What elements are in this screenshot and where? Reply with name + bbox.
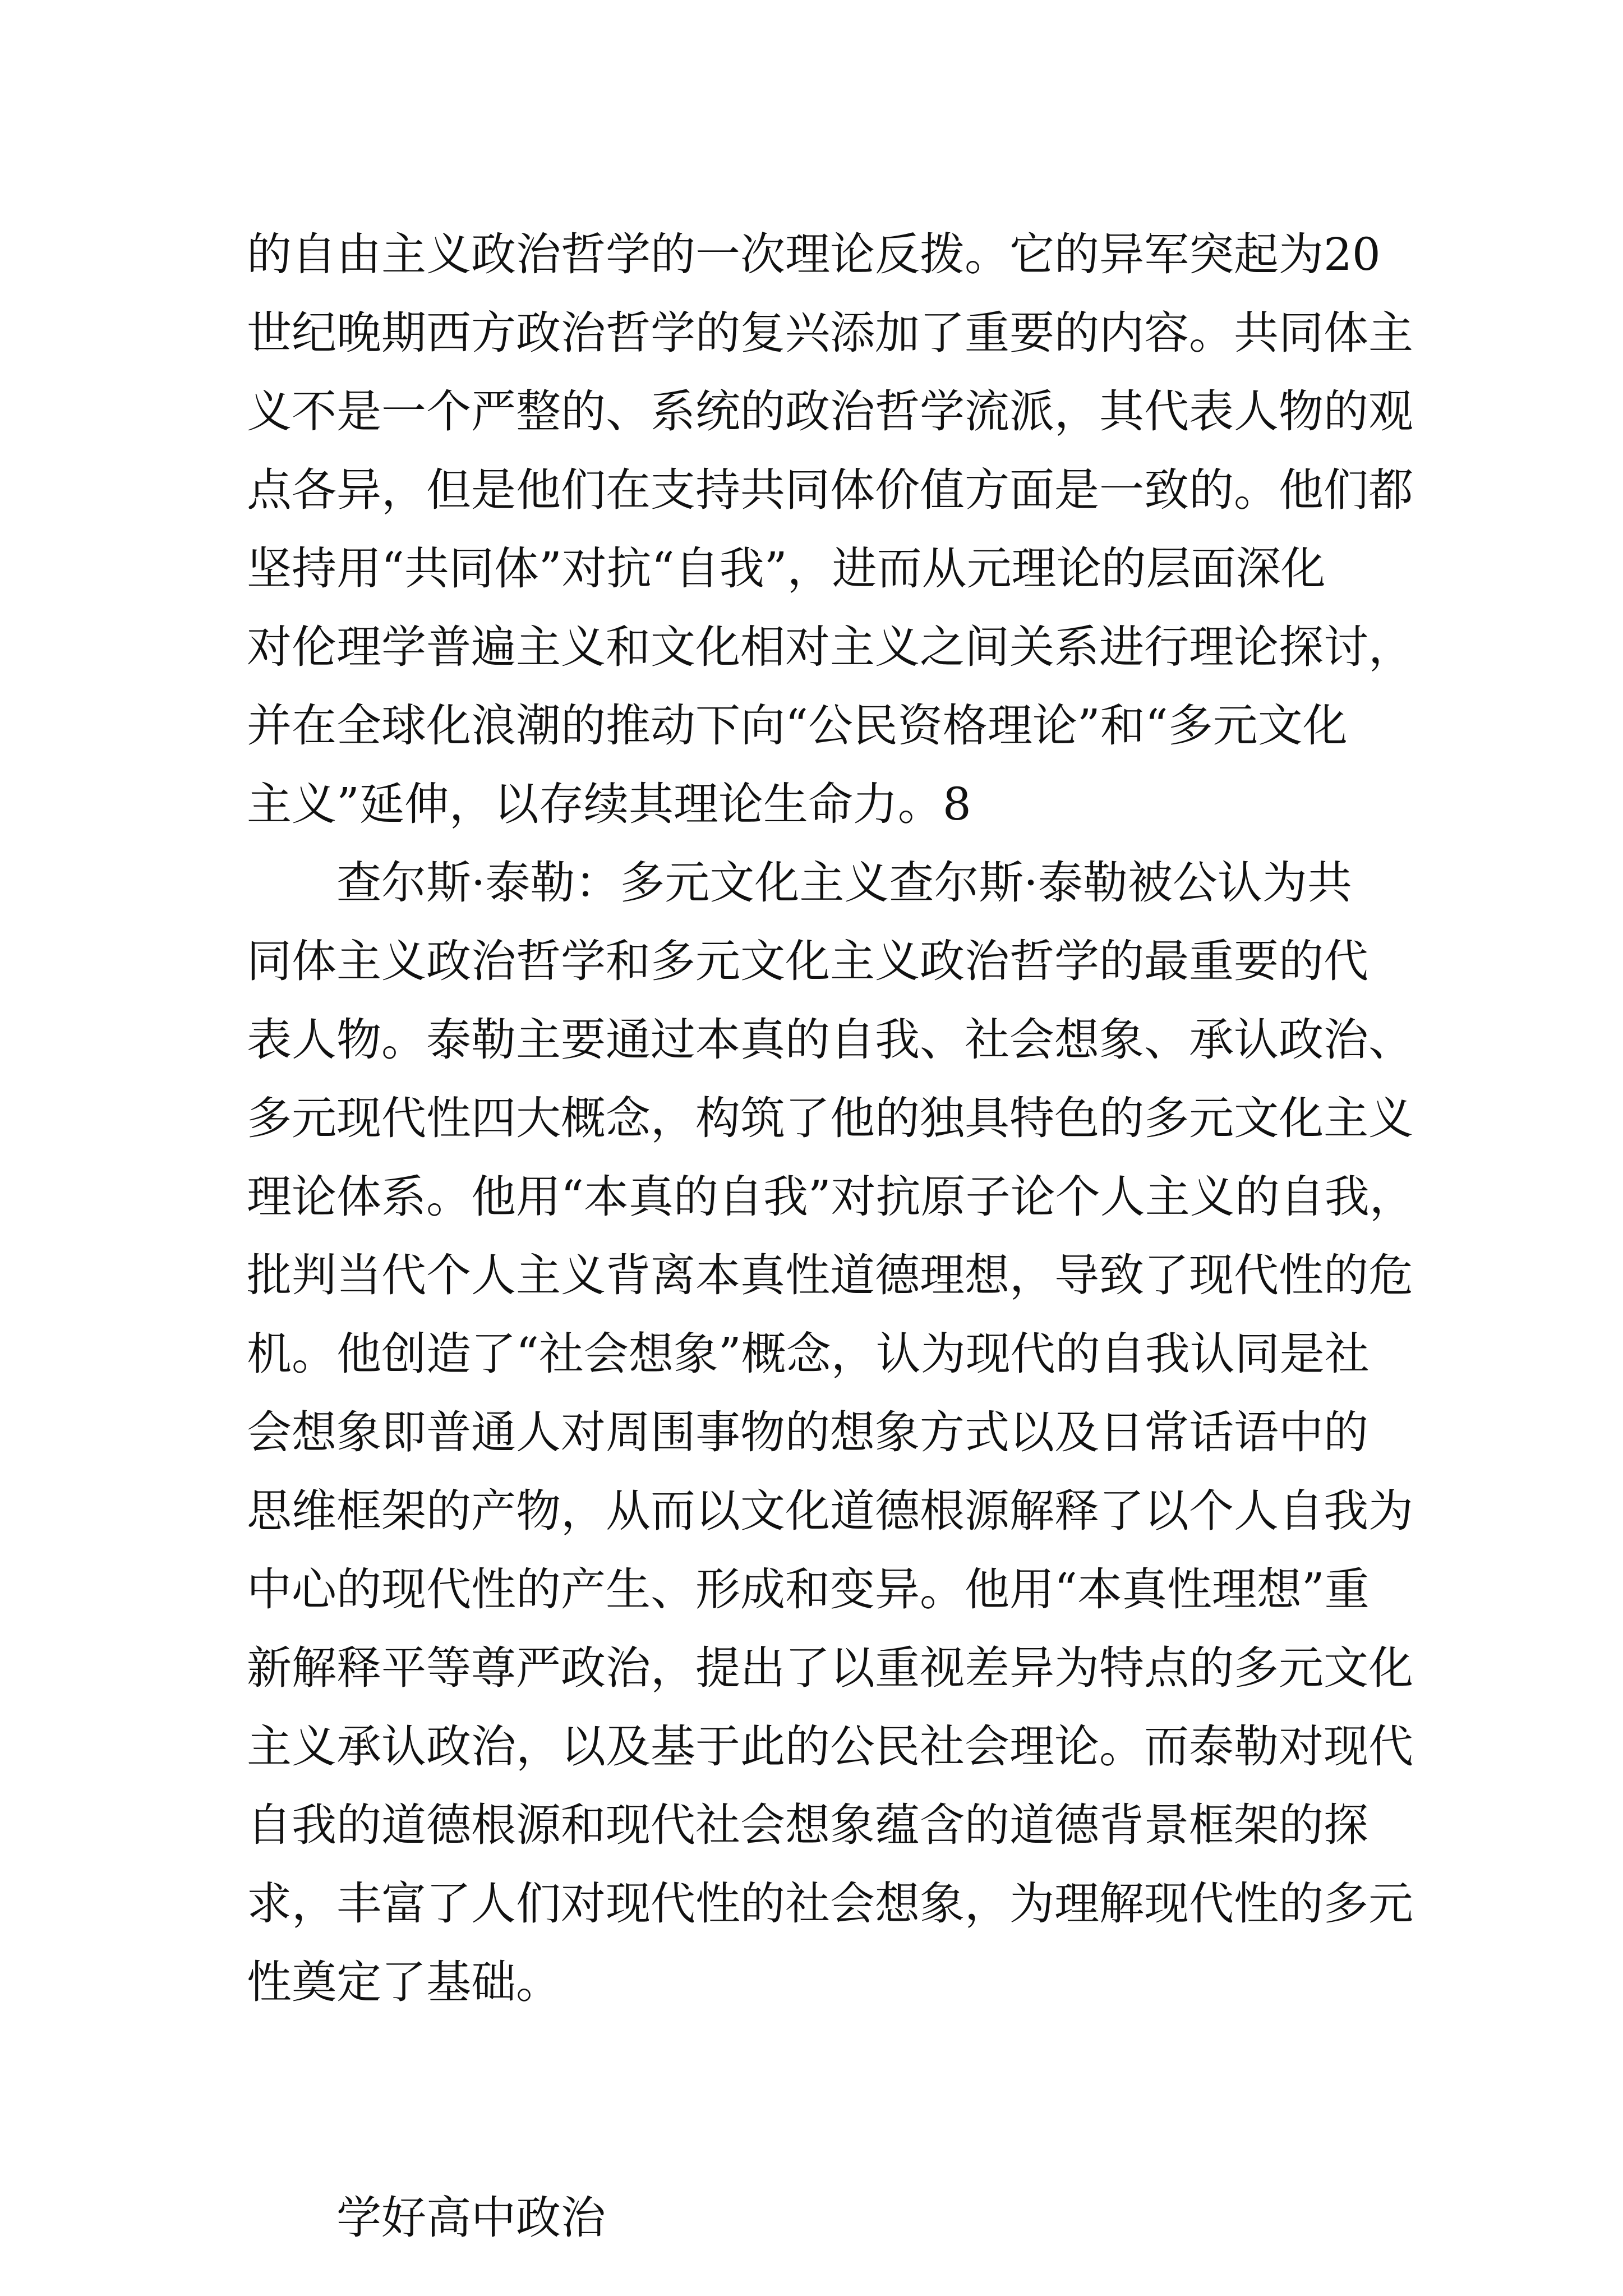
paragraph-1-line-3: 义不是一个严整的、系统的政治哲学流派，其代表人物的观 [247,385,1413,438]
paragraph-1-line-7: 并在全球化浪潮的推动下向“公民资格理论”和“多元文化 [247,700,1348,752]
paragraph-2-line-4: 多元现代性四大概念，构筑了他的独具特色的多元文化主义 [247,1092,1413,1144]
paragraph-2-line-9: 思维框架的产物，从而以文化道德根源解释了以个人自我为 [247,1485,1413,1537]
paragraph-2-line-12: 主义承认政治，以及基于此的公民社会理论。而泰勒对现代 [247,1720,1413,1773]
paragraph-2-line-11: 新解释平等尊严政治，提出了以重视差异为特点的多元文化 [247,1642,1413,1694]
paragraph-2-line-1: 查尔斯·泰勒：多元文化主义查尔斯·泰勒被公认为共 [336,857,1352,909]
paragraph-1-line-4: 点各异，但是他们在支持共同体价值方面是一致的。他们都 [247,464,1413,516]
paragraph-1-line-2: 世纪晚期西方政治哲学的复兴添加了重要的内容。共同体主 [247,307,1413,359]
paragraph-2-line-2: 同体主义政治哲学和多元文化主义政治哲学的最重要的代 [247,935,1368,987]
paragraph-2-line-8: 会想象即普通人对周围事物的想象方式以及日常话语中的 [247,1406,1368,1458]
paragraph-2-line-15: 性奠定了基础。 [247,1956,561,2008]
paragraph-1-line-6: 对伦理学普遍主义和文化相对主义之间关系进行理论探讨， [247,621,1413,673]
paragraph-2-line-14: 求，丰富了人们对现代性的社会想象，为理解现代性的多元 [247,1878,1413,1930]
paragraph-2-line-7: 机。他创造了“社会想象”概念，认为现代的自我认同是社 [247,1328,1370,1380]
paragraph-2-line-13: 自我的道德根源和现代社会想象蕴含的道德背景框架的探 [247,1799,1368,1851]
paragraph-2-line-5: 理论体系。他用“本真的自我”对抗原子论个人主义的自我， [247,1171,1414,1223]
paragraph-1-line-8: 主义”延伸，以存续其理论生命力。8 [247,778,971,830]
paragraph-1-line-1: 的自由主义政治哲学的一次理论反拨。它的异军突起为20 [247,228,1381,280]
paragraph-3-line-1: 学好高中政治 [336,2192,606,2244]
paragraph-2-line-6: 批判当代个人主义背离本真性道德理想，导致了现代性的危 [247,1249,1413,1301]
paragraph-2-line-10: 中心的现代性的产生、形成和变异。他用“本真性理想”重 [247,1563,1370,1616]
paragraph-1-line-5: 坚持用“共同体”对抗“自我”，进而从元理论的层面深化 [247,542,1326,595]
paragraph-2-line-3: 表人物。泰勒主要通过本真的自我、社会想象、承认政治、 [247,1014,1413,1066]
